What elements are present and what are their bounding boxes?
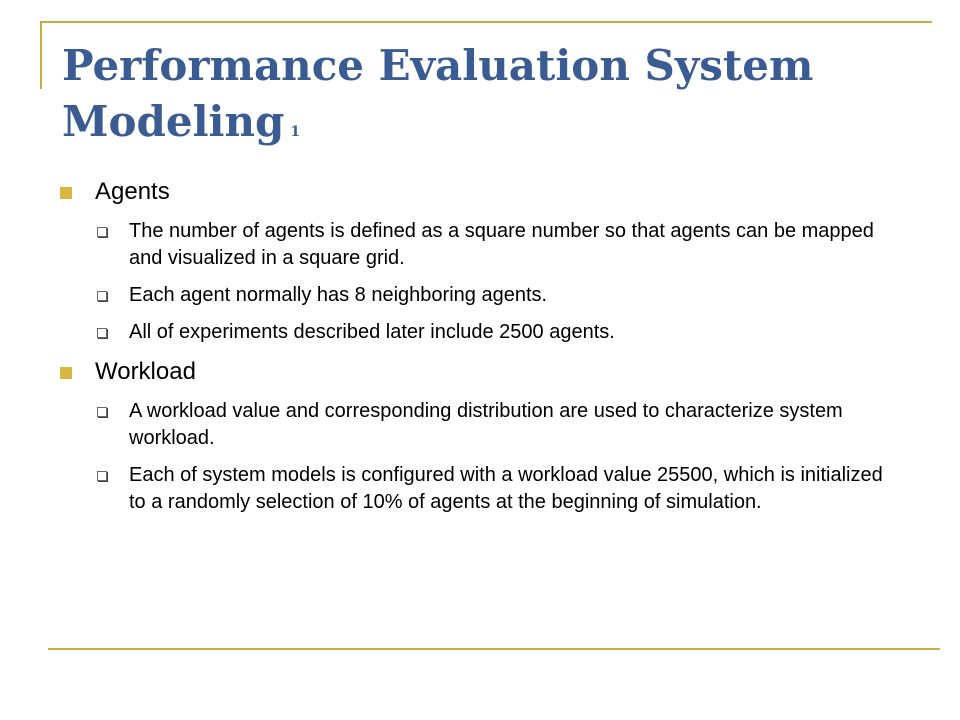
list-item: [60, 319, 890, 346]
section-heading-workload: [60, 356, 890, 388]
list-item-text: A workload value and corresponding distribution are used to characterize system workload.: [129, 400, 843, 449]
slide-title: [62, 38, 922, 160]
slide-body: [60, 176, 890, 526]
list-item-text: The number of agents is defined as a square number so that agents can be mapped and visualized in a square grid.: [129, 220, 874, 269]
square-bullet-icon: [60, 367, 72, 379]
list-item: [60, 398, 890, 452]
checkbox-bullet-icon: [97, 291, 107, 301]
section-heading-text: Agents: [95, 178, 170, 205]
checkbox-bullet-icon: [97, 227, 107, 237]
list-item: [60, 462, 890, 516]
section-heading-agents: [60, 176, 890, 208]
left-rule: [40, 21, 42, 89]
list-item: [60, 218, 890, 272]
agents-sub-list: [60, 218, 890, 346]
list-item-text: Each agent normally has 8 neighboring agents.: [129, 284, 548, 306]
square-bullet-icon: [60, 187, 72, 199]
top-rule: [40, 21, 932, 23]
slide-title-suffix: 1: [290, 124, 301, 140]
bottom-rule: [48, 648, 940, 650]
workload-sub-list: [60, 398, 890, 516]
slide-title-text: Performance Evaluation System Modeling: [62, 41, 814, 146]
list-item: [60, 282, 890, 309]
checkbox-bullet-icon: [97, 328, 107, 338]
section-heading-text: Workload: [95, 358, 196, 385]
checkbox-bullet-icon: [97, 407, 107, 417]
list-item-text: All of experiments described later include 2500 agents.: [129, 321, 615, 343]
list-item-text: Each of system models is configured with a workload value 25500, which is initialized to a randomly selection of 10% of agents at the beginning of simulation.: [129, 464, 883, 513]
checkbox-bullet-icon: [97, 471, 107, 481]
